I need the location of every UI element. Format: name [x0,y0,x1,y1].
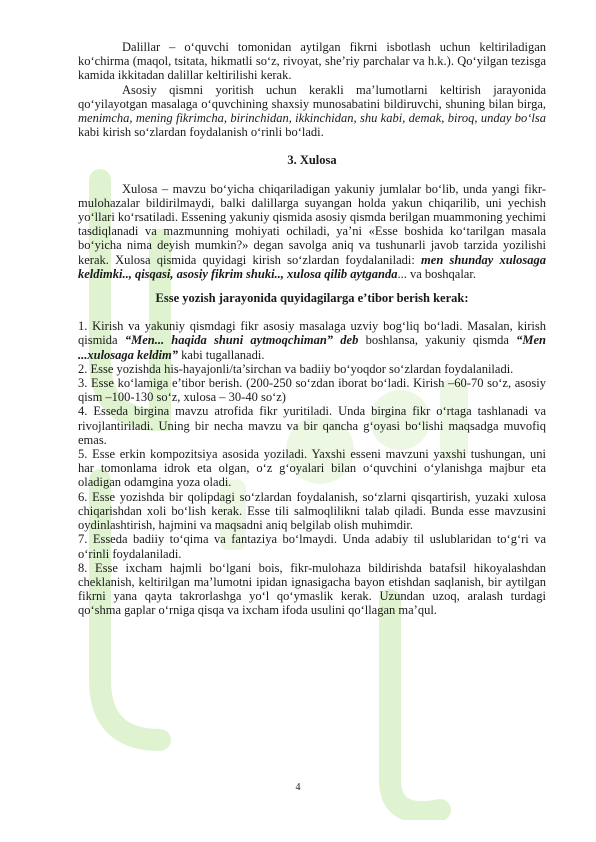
heading-conclusion: 3. Xulosa [287,153,337,168]
tip-1-example-start: “Men... haqida shuni aytmoqchiman” deb [124,333,359,348]
paragraph-main-part-text: Asosiy qismni yoritish uchun kerakli ma’lumotlarni keltirish jarayonida qo‘yilayotgan masalaga o‘quvchining shaxsiy munosabatini bildiruvchi, shuning bilan birga, [78,82,546,111]
conclusion-phrases-bold-italic: men shunday xulosaga keldimki.., qisqasi, asosiy fikrim shuki.., xulosa qilib aytganda [78,252,546,281]
document-page [78,40,546,618]
paragraph-evidence: Dalillar – o‘quvchi tomonidan aytilgan fikrni isbotlash uchun keltiriladigan ko‘chirma (maqol, tsitata, hikmatli so‘z, rivoyat, she’riy parchalar va h.k.). Qo‘yilgan tezisga kamida ikkitadan dalillar keltirilishi kerak. [78,40,546,83]
tip-1-end: kabi tugallanadi. [178,347,265,362]
page-number: 4 [295,782,301,793]
paragraph-conclusion [78,182,546,281]
paragraph-main-part [78,83,546,140]
tip-item-8: 8. Esse ixcham hajmli bo‘lgani bois, fikr-mulohaza bildirishda batafsil hikoyalashdan cheklanish, keltirilgan ma’lumotni ipidan ignasigacha bayon etishdan saqlanish, bir aytilgan fikrni yana qayta takrorlashga yo‘l qo‘ymaslik kerak. Uzundan uzoq, aralash turdagi qo‘shma gaplar o‘rniga qisqa va ixcham ifoda usulini qo‘llagan ma’qul. [78,560,546,618]
tip-item-6: 6. Esse yozishda bir qolipdagi so‘zlardan foydalanish, so‘zlarni qisqartirish, yuzaki xulosa chiqarishdan xoli bo‘lish kerak. Esse tili salmoqlilikni talab qiladi. Bunda esse mavzusini oydinlashtirish, hajmini va maqsadni aniq belgilab olish muhimdir. [78,489,546,533]
tip-item-4: 4. Esseda birgina mavzu atrofida fikr yuritiladi. Unda birgina fikr o‘rtaga tashlanadi va rivojlantiriladi. Uning bir necha mavzu va bir qancha g‘oyasi bo‘lishi maqsadga muvofiq emas. [78,404,546,447]
paragraph-conclusion-text: Xulosa – mavzu bo‘yicha chiqariladigan yakuniy jumlalar bo‘lib, unda yangi fikr-mulohazalar bildirilmaydi, balki dalillarga suyangan holda yakun chiqarilib, uni yechish yo‘llari ko‘rsatiladi. Essening yakuniy qismida asosiy qismda berilgan muammoning yechimi tasdiqlanadi va mazmunning mohiyati ochiladi, ya’ni «Esse boshida ko‘tarilgan masala bo‘yicha nima deyish mumkin?» degan savolga aniq va tushunarli javob tarzida yozilishi kerak. Xulosa qismida quyidagi kirish so‘zlardan foydalaniladi: [78,181,546,267]
heading-tips: Esse yozish jarayonida quyidagilarga e’tibor berish kerak: [155,291,469,306]
tip-item-5: 5. Esse erkin kompozitsiya asosida yoziladi. Yaxshi esseni mavzuni yaxshi tushungan, uni har tomonlama idrok eta olgan, o‘z g‘oyalari bilan o‘quvchini o‘ylanishga majbur eta oladigan odamgina yoza oladi. [78,447,546,490]
tip-1-example-end: “Men ...xulosaga keldim” [78,333,546,362]
paragraph-conclusion-end: ... va boshqalar. [397,266,476,281]
tip-1-text: 1. Kirish va yakuniy qismdagi fikr asosiy masalaga uzviy bog‘liq bo‘ladi. Masalan, kirish qismida [78,319,546,348]
tip-item-1 [78,319,546,362]
tip-item-3: 3. Esse ko‘lamiga e’tibor berish. (200-250 so‘zdan iborat bo‘ladi. Kirish –60-70 so‘z, asosiy qism –100-130 so‘z, xulosa – 30-40 so‘z) [78,376,546,405]
tip-item-7: 7. Esseda badiiy to‘qima va fantaziya bo‘lmaydi. Unda adabiy til uslublaridan to‘g‘ri va o‘rinli foydalaniladi. [78,532,546,561]
tip-item-2: 2. Esse yozishda his-hayajonli/ta’sirchan va badiiy bo‘yoqdor so‘zlardan foydalaniladi. [78,361,514,376]
paragraph-main-part-end: kabi kirish so‘zlardan foydalanish o‘rinli bo‘ladi. [78,125,324,140]
intro-words-italic: menimcha, mening fikrimcha, birinchidan, ikkinchidan, shu kabi, demak, biroq, unday bo‘lsa [78,111,546,126]
tip-1-mid: boshlansa, yakuniy qismda [358,333,517,348]
